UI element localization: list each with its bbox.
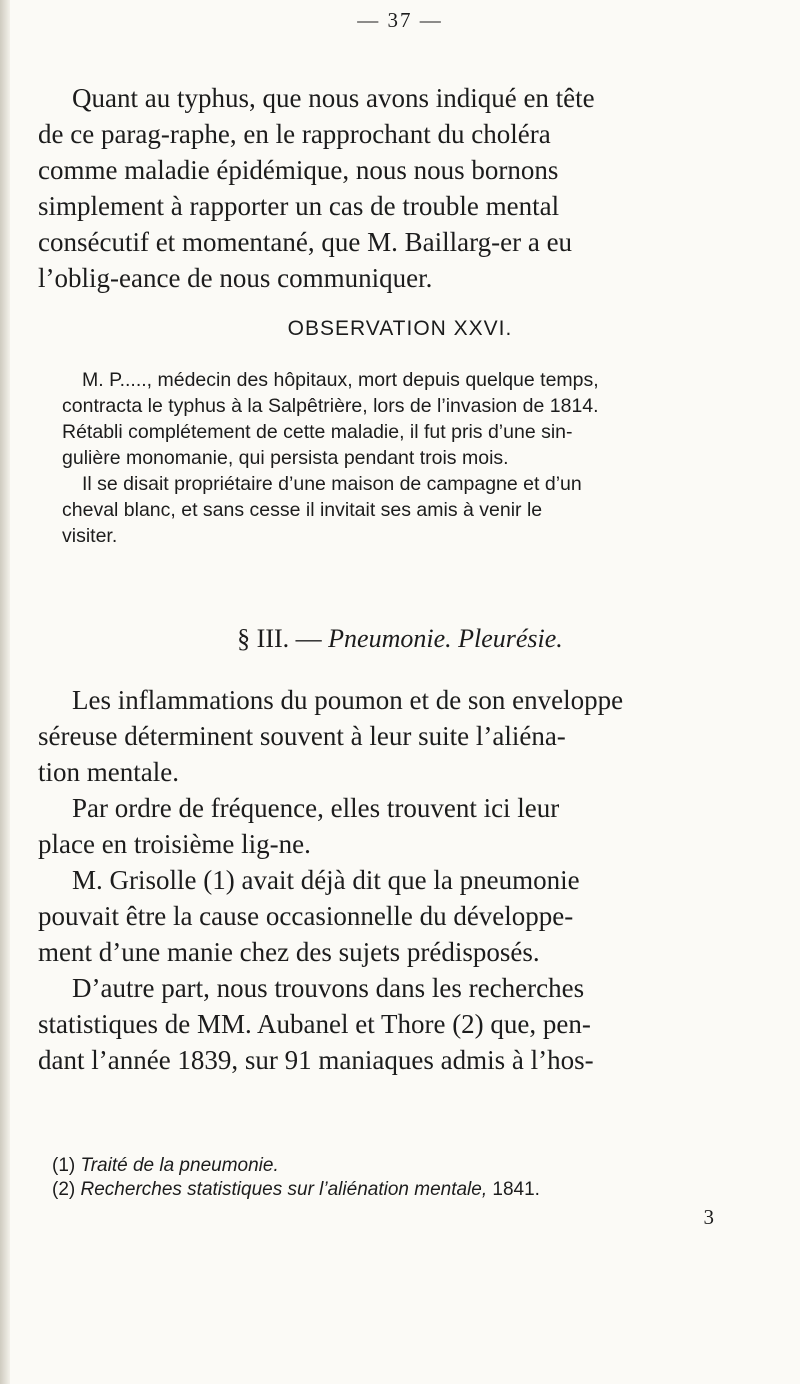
body-line: séreuse déterminent souvent à leur suite l’aliéna- (38, 721, 566, 751)
body-line: statistiques de MM. Aubanel et Thore (2) que, pen- (38, 1009, 591, 1039)
body-line: M. Grisolle (1) avait déjà dit que la pneumonie (72, 865, 580, 895)
intro-line: Quant au typhus, que nous avons indiqué en tête (72, 83, 595, 113)
footnote-year: 1841. (487, 1179, 540, 1200)
intro-line: comme maladie épidémique, nous nous bornons (38, 155, 559, 185)
footnote-mark: (1) (52, 1155, 76, 1176)
footnote-text: Recherches statistiques sur l’aliénation mentale, (80, 1179, 488, 1200)
section-title-text: Pneumonie. Pleurésie. (328, 624, 563, 653)
body-paragraphs (38, 682, 718, 1078)
observation-line: cheval blanc, et sans cesse il invitait ses amis à venir le (62, 499, 543, 521)
observation-line: contracta le typhus à la Salpêtrière, lors de l’invasion de 1814. (62, 395, 599, 417)
footnote-mark: (2) (52, 1179, 76, 1200)
observation-line: Il se disait propriétaire d’une maison de campagne et d’un (82, 473, 582, 495)
page-number-header: — 37 — (357, 8, 443, 32)
footnote-text: Traité de la pneumonie. (80, 1155, 279, 1176)
footnotes (52, 1154, 712, 1202)
body-line: D’autre part, nous trouvons dans les recherches (72, 973, 585, 1003)
printer-signature-mark: 3 (703, 1205, 714, 1229)
footnote-1 (52, 1154, 712, 1178)
section-number: § III. — (237, 624, 322, 653)
body-line: Les inflammations du poumon et de son enveloppe (72, 685, 624, 715)
intro-line: de ce parag‑raphe, en le rapprochant du choléra (38, 119, 551, 149)
page-binding-edge (0, 0, 10, 1384)
section-heading (0, 624, 800, 654)
body-line: tion mentale. (38, 757, 179, 787)
intro-paragraph (38, 80, 718, 296)
observation-paragraph (62, 367, 704, 549)
observation-line: Rétabli complétement de cette maladie, il fut pris d’une sin- (62, 421, 573, 443)
observation-line: M. P....., médecin des hôpitaux, mort depuis quelque temps, (82, 369, 599, 391)
intro-line: simplement à rapporter un cas de trouble mental (38, 191, 560, 221)
observation-line: gulière monomanie, qui persista pendant trois mois. (62, 447, 509, 469)
intro-line: l’oblig‑eance de nous communiquer. (38, 263, 433, 293)
footnote-2 (52, 1178, 712, 1202)
observation-line: visiter. (62, 525, 118, 547)
body-line: place en troisième lig‑ne. (38, 829, 311, 859)
observation-heading: OBSERVATION XXVI. (287, 317, 513, 340)
body-line: dant l’année 1839, sur 91 maniaques admis à l’hos- (38, 1045, 594, 1075)
intro-line: consécutif et momentané, que M. Baillarg‑er a eu (38, 227, 573, 257)
body-line: Par ordre de fréquence, elles trouvent ici leur (72, 793, 560, 823)
body-line: ment d’une manie chez des sujets prédisposés. (38, 937, 540, 967)
body-line: pouvait être la cause occasionnelle du développe- (38, 901, 574, 931)
